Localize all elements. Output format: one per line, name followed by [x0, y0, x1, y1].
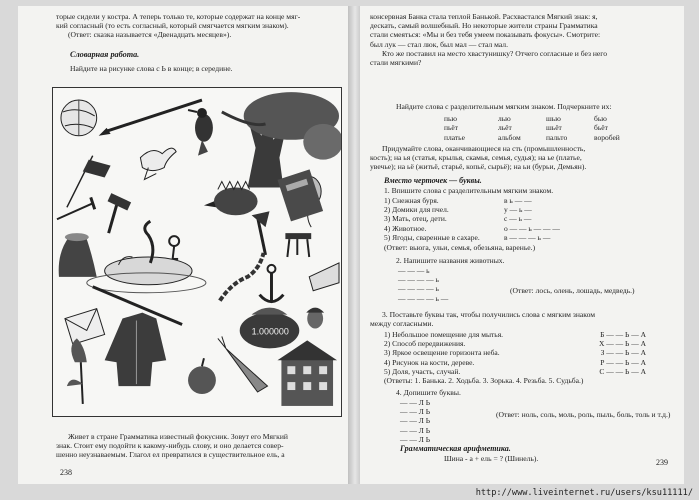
word-task: Найдите на рисунке слова с Ь в конце; в середине. [70, 64, 233, 73]
task4-answer: (Ответ: ноль, соль, моль, роль, пыль, боль, толь и т.д.) [496, 410, 671, 419]
task1-answer: (Ответ: вьюга, ульи, семья, обезьяна, варенье.) [384, 243, 536, 252]
left-top-text: торые сидели у костра. А теперь только те, которые содержат на конце мяг- кий согласный (то есть согласный, который смягчается мягким знаком). (Ответ: сказка называется «Двенадцать месяцев»). [56, 12, 301, 40]
word-row: платье альбом пальто воробей [444, 132, 620, 142]
tulip-icon [67, 338, 87, 404]
task3-title: 3. Поставьте буквы так, чтобы получились слова с мягким знаком между согласными. [370, 310, 596, 329]
lines-title: Вместо черточек — буквы. [384, 176, 482, 185]
house-icon [277, 340, 337, 406]
page-number-left: 238 [60, 468, 72, 477]
illustration-svg [53, 88, 341, 416]
list-item: 3) Мать, отец, дети. с — ь — [384, 214, 532, 224]
chain-icon [220, 253, 264, 301]
task2-answer: (Ответ: лось, олень, лошадь, медведь.) [510, 286, 635, 295]
word-row: пьёт льёт шьёт бьёт [444, 123, 608, 133]
task4-title: 4. Допишите буквы. [396, 388, 461, 397]
list-item: 4) Животное. о — — ь — — — [384, 223, 560, 233]
money-bag-icon [240, 308, 300, 349]
task3-list [384, 330, 646, 376]
swan-icon [87, 221, 206, 293]
list-item: 1) Снежная буря. в ь — — [384, 196, 532, 205]
axe-icon [252, 211, 270, 255]
stool-icon [285, 233, 311, 257]
task1-title: 1. Впишите слова с разделительным мягким знаком. [384, 186, 554, 195]
tree-icon [222, 92, 341, 187]
ball-icon [61, 100, 97, 136]
arith-title: Грамматическая арифметика. [400, 444, 511, 453]
list-item: 3) Яркое освещение горизонта неба. З — — Ь — А [384, 348, 646, 358]
picture-illustration [52, 87, 342, 417]
apple-icon [188, 358, 216, 394]
task4-lines: — — Л Ь — — Л Ь — — Л Ь — — Л Ь — — Л Ь [400, 398, 431, 444]
envelope-icon [65, 309, 105, 345]
stump-icon [59, 233, 97, 277]
word-grid [444, 114, 620, 142]
left-page [18, 6, 350, 484]
left-bottom-text: Живет в стране Грамматика известный фокусник. Зовут его Мягкий знак. Стоит ему подойти к какому-нибудь слову, и оно делается совер- шенно неузнаваемым. Глагол ел превратился в существительное ель, а [56, 432, 288, 460]
acorn-icon [306, 308, 324, 329]
arith-text: Шина - а + ель = ? (Шинель). [444, 454, 539, 463]
task2-title: 2. Напишите названия животных. [396, 256, 505, 265]
anchor-icon [260, 265, 284, 302]
task3-answer: (Ответы: 1. Банька. 2. Ходьба. 3. Зорька. 4. Резьба. 5. Судьба.) [384, 376, 584, 385]
task2-lines: — — — ь — — — — ь — — — — ь — — — — ь — [398, 266, 449, 303]
hammer-icon [108, 193, 132, 233]
nail-icon [57, 197, 95, 219]
list-item: 5) Ягоды, сваренные в сахаре. в — — — ь — [384, 232, 551, 242]
coat-icon [105, 313, 167, 386]
dove-icon [140, 148, 176, 179]
invent-text: Придумайте слова, оканчивающиеся на сть (промышленность, кость); на ья (статья, крылья, скамья, семья, судья); на ье (платье, увечье); на ьё (житьё, старьё, копьё, сырьё); на ьи (бурьи, Демьян). [370, 144, 587, 172]
hand-icon [309, 263, 339, 291]
book-icon [277, 169, 323, 221]
right-top-text: консервная Банка стала теплой Банькой. Расхвастался Мягкий знак: я, дескать, самый волшебный. Но некоторые жители страны Грамматика стали смеяться: «Мы и без тебя умеем показывать фокусы». Смотрите: был лук — стал люк, был мал — стал мал. Кто же поставил на место хвастунишку? Отчего согласные и без него стали мягкими? [370, 12, 608, 68]
brush-icon [99, 100, 202, 136]
list-item: 2) Домики для пчел. у — ь — [384, 205, 532, 215]
woodpecker-icon [188, 108, 213, 156]
list-item: 2) Способ передвижения. Х — — Ь — А [384, 339, 646, 349]
right-page [360, 6, 684, 484]
list-item: 5) Доля, участь, случай. С — — Ь — А [384, 366, 646, 376]
word-row: пью лью шью бью [444, 114, 607, 123]
task1-list [384, 196, 574, 242]
watermark-url[interactable]: http://www.liveinternet.ru/users/ksu11111/ [475, 488, 693, 498]
flag-icon [67, 156, 111, 208]
find-task: Найдите слова с разделительным мягким знаком. Подчеркните их: [396, 102, 612, 111]
page-number-right: 239 [656, 458, 668, 467]
list-item: 4) Рисунок на кости, дереве. Р — — Ь — А [384, 357, 646, 367]
section-title: Словарная работа. [70, 50, 140, 59]
list-item: 1) Небольшое помещение для мытья. Б — — Ь — А [384, 330, 646, 339]
money-label: 1.000000 [251, 326, 289, 337]
